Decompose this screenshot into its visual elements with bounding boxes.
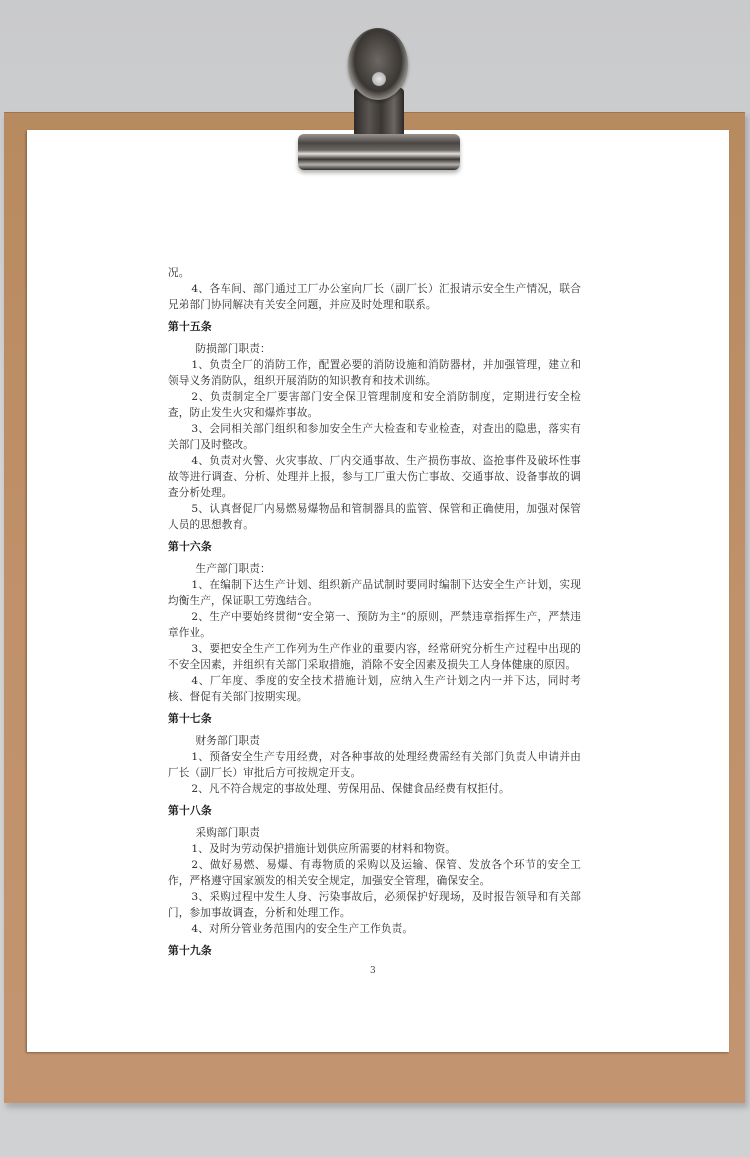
binder-clip-icon	[296, 20, 462, 172]
page-number: 3	[370, 966, 376, 976]
article-heading: 第十六条	[168, 540, 212, 553]
clip-ring	[348, 28, 408, 100]
article-heading: 第十九条	[168, 944, 212, 957]
article-heading: 第十七条	[168, 712, 212, 725]
paragraph: 4、各车间、部门通过工厂办公室向厂长（副厂长）汇报请示安全生产情况，联合兄弟部门协同解决有关安全问题，并应及时处理和联系。	[168, 283, 581, 311]
clip-hole	[372, 72, 386, 86]
department-title: 防损部门职责：	[195, 343, 271, 355]
paragraph: 1、及时为劳动保护措施计划供应所需要的材料和物资。	[191, 843, 457, 855]
paragraph: 2、生产中要始终贯彻“安全第一、预防为主”的原则，严禁违章指挥生产，严禁违章作业。	[168, 611, 581, 639]
paragraph: 4、负责对火警、火灾事故、厂内交通事故、生产损伤事故、盗抢事件及破坏性事故等进行调查、分析、处理并上报，参与工厂重大伤亡事故、交通事故、设备事故的调查分析处理。	[168, 455, 581, 499]
paragraph: 1、预备安全生产专用经费，对各种事故的处理经费需经有关部门负责人申请并由厂长（副厂长）审批后方可按规定开支。	[168, 751, 581, 779]
paragraph: 1、在编制下达生产计划、组织新产品试制时要同时编制下达安全生产计划，实现均衡生产，保证职工劳逸结合。	[168, 579, 581, 607]
paragraph: 4、厂年度、季度的安全技术措施计划，应纳入生产计划之内一并下达，同时考核、督促有关部门按期实现。	[168, 675, 581, 703]
article-heading: 第十五条	[168, 320, 212, 333]
paragraph-continuation: 况。	[168, 267, 190, 279]
clip-base	[298, 134, 460, 170]
department-title: 生产部门职责：	[195, 563, 271, 575]
paragraph: 2、做好易燃、易爆、有毒物质的采购以及运输、保管、发放各个环节的安全工作，严格遵守国家颁发的相关安全规定，加强安全管理，确保安全。	[168, 859, 581, 887]
document-body	[168, 265, 581, 965]
paragraph: 2、凡不符合规定的事故处理、劳保用品、保健食品经费有权拒付。	[191, 783, 510, 795]
paragraph: 4、对所分管业务范围内的安全生产工作负责。	[191, 923, 414, 935]
article-heading: 第十八条	[168, 804, 212, 817]
paragraph: 5、认真督促厂内易燃易爆物品和管制器具的监管、保管和正确使用，加强对保管人员的思想教育。	[168, 503, 581, 531]
department-title: 采购部门职责	[195, 827, 261, 839]
paragraph: 1、负责全厂的消防工作，配置必要的消防设施和消防器材，并加强管理，建立和领导义务消防队，组织开展消防的知识教育和技术训练。	[168, 359, 581, 387]
department-title: 财务部门职责	[195, 735, 261, 747]
paragraph: 3、会同相关部门组织和参加安全生产大检查和专业检查，对查出的隐患，落实有关部门及时整改。	[168, 423, 581, 451]
paragraph: 3、采购过程中发生人身、污染事故后，必须保护好现场，及时报告领导和有关部门，参加事故调查，分析和处理工作。	[168, 891, 581, 919]
paragraph: 2、负责制定全厂要害部门安全保卫管理制度和安全消防制度，定期进行安全检查，防止发生火灾和爆炸事故。	[168, 391, 581, 419]
paragraph: 3、要把安全生产工作列为生产作业的重要内容，经常研究分析生产过程中出现的不安全因素，并组织有关部门采取措施，消除不安全因素及损失工人身体健康的原因。	[168, 643, 581, 671]
